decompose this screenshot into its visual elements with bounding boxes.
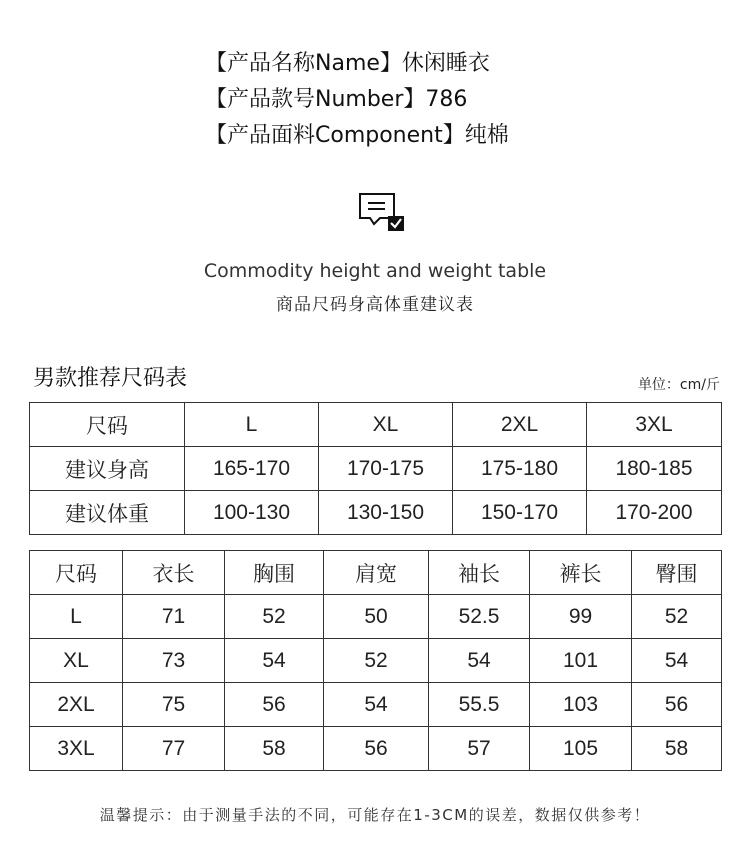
row-label: 建议身高 bbox=[30, 447, 185, 491]
table-cell: 170-175 bbox=[319, 447, 453, 491]
table-cell: 58 bbox=[225, 727, 324, 771]
table-cell: 56 bbox=[324, 727, 429, 771]
table-cell: 75 bbox=[123, 683, 225, 727]
footer-note: 温馨提示：由于测量手法的不同，可能存在1-3CM的误差，数据仅供参考！ bbox=[99, 806, 651, 824]
header-cell: 胸围 bbox=[225, 551, 324, 595]
table-cell: 150-170 bbox=[453, 491, 587, 535]
subtitle-english: Commodity height and weight table bbox=[203, 260, 547, 282]
table-cell: 52.5 bbox=[429, 595, 530, 639]
header-cell: 裤长 bbox=[530, 551, 632, 595]
table-row bbox=[30, 447, 722, 491]
header-cell: 肩宽 bbox=[324, 551, 429, 595]
header-cell: XL bbox=[319, 403, 453, 447]
table-cell: 130-150 bbox=[319, 491, 453, 535]
header-cell: L bbox=[185, 403, 319, 447]
table-row bbox=[30, 639, 722, 683]
table-cell: 54 bbox=[429, 639, 530, 683]
table-cell: 105 bbox=[530, 727, 632, 771]
table-header-row bbox=[30, 403, 722, 447]
measurement-table bbox=[29, 550, 722, 771]
table-cell: 175-180 bbox=[453, 447, 587, 491]
table-cell: 165-170 bbox=[185, 447, 319, 491]
table-cell: 71 bbox=[123, 595, 225, 639]
header-cell: 2XL bbox=[453, 403, 587, 447]
table-cell: 56 bbox=[632, 683, 722, 727]
table-cell: 77 bbox=[123, 727, 225, 771]
table-cell: 73 bbox=[123, 639, 225, 683]
product-name-line: 【产品名称Name】休闲睡衣 bbox=[205, 51, 490, 76]
product-component-line: 【产品面料Component】纯棉 bbox=[205, 123, 509, 148]
table-cell: 56 bbox=[225, 683, 324, 727]
table-cell: 52 bbox=[225, 595, 324, 639]
table-cell: 52 bbox=[324, 639, 429, 683]
product-number-line: 【产品款号Number】786 bbox=[205, 87, 468, 112]
row-label: 2XL bbox=[30, 683, 123, 727]
table-cell: 50 bbox=[324, 595, 429, 639]
header-cell: 3XL bbox=[587, 403, 722, 447]
row-label: 建议体重 bbox=[30, 491, 185, 535]
row-label: XL bbox=[30, 639, 123, 683]
product-info bbox=[205, 46, 509, 154]
header-cell: 尺码 bbox=[30, 403, 185, 447]
header-cell: 臀围 bbox=[632, 551, 722, 595]
table-cell: 55.5 bbox=[429, 683, 530, 727]
header-cell: 袖长 bbox=[429, 551, 530, 595]
table-row bbox=[30, 727, 722, 771]
table-row bbox=[30, 491, 722, 535]
table-row bbox=[30, 595, 722, 639]
table-cell: 170-200 bbox=[587, 491, 722, 535]
header-cell: 衣长 bbox=[123, 551, 225, 595]
table-cell: 99 bbox=[530, 595, 632, 639]
table-cell: 58 bbox=[632, 727, 722, 771]
table-cell: 54 bbox=[632, 639, 722, 683]
section-title: 男款推荐尺码表 bbox=[33, 366, 188, 391]
chat-check-icon bbox=[358, 192, 408, 234]
table-cell: 100-130 bbox=[185, 491, 319, 535]
table-header-row bbox=[30, 551, 722, 595]
row-label: L bbox=[30, 595, 123, 639]
table-cell: 180-185 bbox=[587, 447, 722, 491]
table-cell: 54 bbox=[225, 639, 324, 683]
table-cell: 101 bbox=[530, 639, 632, 683]
table-cell: 57 bbox=[429, 727, 530, 771]
unit-label: 单位：cm/斤 bbox=[637, 377, 720, 393]
recommend-size-table bbox=[29, 402, 722, 535]
table-cell: 54 bbox=[324, 683, 429, 727]
subtitle-chinese: 商品尺码身高体重建议表 bbox=[276, 295, 474, 315]
table-cell: 103 bbox=[530, 683, 632, 727]
header-cell: 尺码 bbox=[30, 551, 123, 595]
table-row bbox=[30, 683, 722, 727]
table-cell: 52 bbox=[632, 595, 722, 639]
row-label: 3XL bbox=[30, 727, 123, 771]
